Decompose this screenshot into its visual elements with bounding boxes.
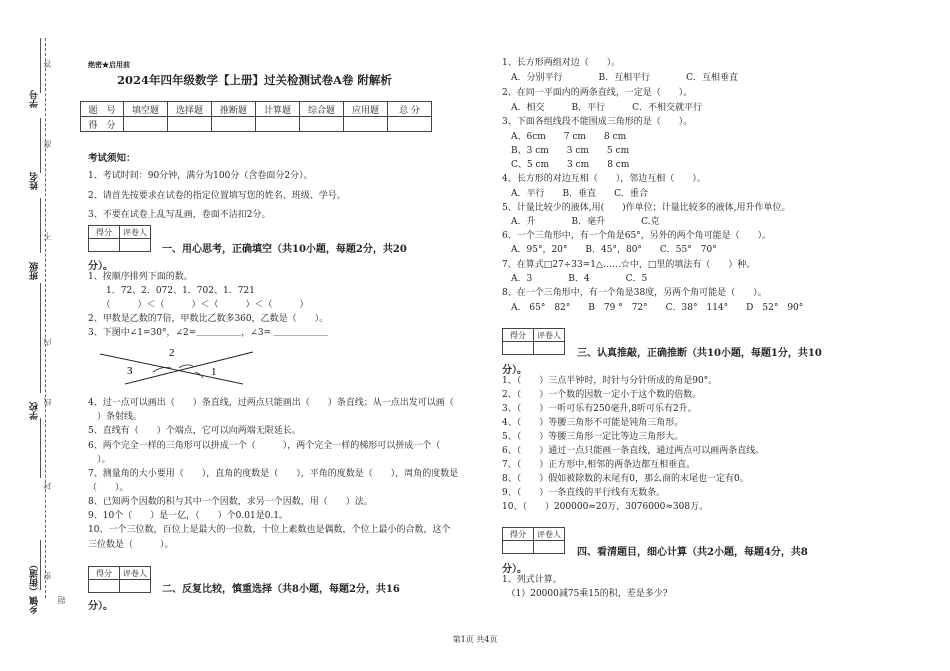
binding-dashed-line	[45, 38, 46, 598]
grade-box-cell[interactable]	[534, 541, 565, 554]
section2-title-cont: 分）。	[88, 601, 113, 612]
grade-box-score-label: 得分	[503, 528, 534, 541]
option-line: A．相交 B．平行 C．不相交就平行	[502, 103, 703, 113]
score-cell[interactable]	[388, 117, 432, 132]
question-line: ）条射线。	[88, 412, 143, 422]
question-line: （1）20000减75乘15的积，差是多少?	[502, 589, 668, 599]
question-line: 三位数是（ ）。	[88, 540, 174, 550]
score-header-cell: 计算题	[256, 102, 300, 117]
judge-line: 10、（ ）200000≈20万，3076000≈308万。	[502, 502, 709, 512]
grade-box-grader-label: 评卷人	[534, 329, 565, 342]
judge-line: 3、（ ）一听可乐有250毫升,8听可乐有2升。	[502, 404, 697, 414]
grade-box-cell[interactable]	[120, 580, 151, 593]
binding-line	[40, 38, 41, 93]
option-line: C、5 cm 3 cm 8 cm	[502, 160, 630, 170]
notice-item: 2、请首先按要求在试卷的指定位置填写您的姓名、班级、学号。	[88, 191, 346, 201]
question-line: 9、10个（ ）是一亿，（ ）个0.01是0.1。	[88, 511, 289, 521]
section1-title-cont: 分）。	[88, 261, 113, 272]
grade-box-cell[interactable]	[503, 342, 534, 355]
grade-box-grader-label: 评卷人	[120, 226, 151, 239]
score-cell[interactable]	[168, 117, 212, 132]
binding-mark: 密	[43, 572, 52, 580]
binding-mark: 内	[43, 338, 52, 346]
score-cell[interactable]	[124, 117, 168, 132]
score-header-cell: 题 号	[81, 102, 124, 117]
binding-mark: 答	[43, 60, 52, 68]
section3-title: 三、认真推敲，正确推断（共10小题，每题1分，共10	[577, 348, 822, 359]
binding-field-school: 学校	[30, 402, 40, 420]
grade-box-score-label: 得分	[89, 226, 120, 239]
section4-title-cont: 分）。	[502, 564, 527, 575]
question-line: 4、过一点可以画出（ ）条直线，过两点只能画出（ ）条直线；从一点出发可以画（	[88, 398, 454, 408]
binding-line	[40, 118, 41, 173]
question-line: 1．72、2．072、1．702、1．721	[88, 286, 255, 296]
grade-box-score-label: 得分	[89, 567, 120, 580]
binding-line	[40, 198, 41, 253]
judge-line: 8、（ ）假如被除数的末尾有0，那么商的末尾也一定有0。	[502, 474, 749, 484]
score-header-cell: 总 分	[388, 102, 432, 117]
binding-line	[40, 418, 41, 478]
option-line: A、6cm 7 cm 8 cm	[502, 132, 627, 142]
grade-box-grader-label: 评卷人	[534, 528, 565, 541]
option-line: A． 65° 82° B 79 ° 72° C．38° 114° D 52° 90°	[502, 303, 804, 313]
score-table	[80, 101, 432, 132]
angle-label-3: 3	[127, 365, 133, 377]
option-line: A．升 B．毫升 C.克	[502, 217, 660, 227]
option-line: A．95°，20° B．45°，80° C．55° 70°	[502, 245, 717, 255]
score-cell[interactable]	[256, 117, 300, 132]
judge-line: 2、（ ）一个数的因数一定小于这个数的倍数。	[502, 390, 702, 400]
grade-box-score-label: 得分	[503, 329, 534, 342]
diagram-line	[125, 352, 253, 384]
score-header-cell: 填空题	[124, 102, 168, 117]
question-line: 5、计量比较少的液体,用( )作单位；计量比较多的液体,用升作单位。	[502, 203, 791, 213]
question-line: 3、下图中∠1=30°，∠2=＿＿＿＿＿，∠3= ＿＿＿＿＿＿	[88, 328, 328, 338]
judge-line: 1、（ ）三点半钟时，时针与分针所成的角是90°。	[502, 376, 718, 386]
binding-field-student-id: 学号	[30, 90, 40, 108]
binding-field-township: 乡镇（街道）	[30, 560, 40, 614]
option-line: A．3 B．4 C．5	[502, 274, 648, 284]
score-cell[interactable]	[344, 117, 388, 132]
question-line: 8、在一个三角形中，有一个角是38度，另两个角可能是（ ）。	[502, 288, 767, 298]
secret-label: 绝密★启用前	[88, 60, 130, 69]
option-line: B、3 cm 3 cm 5 cm	[502, 146, 630, 156]
question-line: 8、已知两个因数的积与其中一个因数，求另一个因数，用（ ）法。	[88, 497, 373, 507]
grade-box	[88, 225, 151, 252]
notice-item: 3、不要在试卷上乱写乱画，卷面不洁扣2分。	[88, 210, 271, 220]
judge-line: 6、（ ）通过一点只能画一条直线，通过两点可以画两条直线。	[502, 446, 765, 456]
score-header-cell: 综合题	[300, 102, 344, 117]
judge-line: 5、（ ）等腰三角形一定比等边三角形大。	[502, 432, 684, 442]
question-line: 6、两个完全一样的三角形可以拼成一个（ ），两个完全一样的梯形可以拼成一个（	[88, 441, 441, 451]
section4-title: 四、看清题目，细心计算（共2小题，每题4分，共8	[577, 547, 808, 558]
score-header-cell: 应用题	[344, 102, 388, 117]
grade-box-grader-label: 评卷人	[120, 567, 151, 580]
judge-line: 9、（ ）一条直线的平行线有无数条。	[502, 488, 666, 498]
score-row-label: 得 分	[81, 117, 124, 132]
grade-box	[502, 328, 565, 355]
binding-field-class: 班级	[30, 262, 40, 280]
judge-line: 4、（ ）等腰三角形不可能是钝角三角形。	[502, 418, 684, 428]
question-line: （ ）＜（ ）＜（ ）＜（ ）	[88, 300, 309, 310]
question-line: 3、下面各组线段不能围成三角形的是（ ）。	[502, 117, 693, 127]
binding-mark: 题	[57, 596, 66, 604]
angle-diagram	[95, 342, 255, 387]
grade-box	[502, 527, 565, 554]
question-line: 2、甲数是乙数的7倍，甲数比乙数多360，乙数是（ ）。	[88, 314, 329, 324]
question-line: 7、测量角的大小要用（ ），直角的度数是（ ），平角的度数是（ ），周角的度数是	[88, 469, 459, 479]
question-line: ）。	[88, 455, 111, 465]
section2-title: 二、反复比较，慎重选择（共8小题，每题2分，共16	[162, 584, 400, 595]
binding-mark: 不	[43, 232, 52, 240]
question-line: 6、一个三角形中，有一个角是65°，另外的两个角可能是（ ）。	[502, 231, 772, 241]
question-line: 1、长方形两组对边（ ）。	[502, 58, 621, 68]
section1-title: 一、用心思考，正确填空（共10小题，每题2分，共20	[162, 244, 407, 255]
question-line: 10、一个三位数，百位上是最大的一位数，十位上素数也是偶数，个位上最小的合数，这个	[88, 525, 451, 535]
question-line: 1、按顺序排列下面的数。	[88, 272, 193, 282]
binding-mark: 封	[43, 482, 52, 490]
score-header-cell: 推断题	[212, 102, 256, 117]
angle-label-1: 1	[211, 366, 217, 378]
grade-box-cell[interactable]	[89, 580, 120, 593]
notice-item: 1、考试时间：90分钟，满分为100分（含卷面分2分）。	[88, 171, 313, 181]
option-line: A．分别平行 B．互相平行 C．互相垂直	[502, 73, 739, 83]
question-line: 1、列式计算。	[502, 575, 562, 585]
score-header-cell: 选择题	[168, 102, 212, 117]
grade-box-cell[interactable]	[534, 342, 565, 355]
page-footer: 第1页 共4页	[452, 635, 498, 644]
binding-line	[40, 283, 41, 393]
grade-box-cell[interactable]	[503, 541, 534, 554]
grade-box-cell[interactable]	[89, 239, 120, 252]
page-title: 2024年四年级数学【上册】过关检测试卷A卷 附解析	[117, 73, 392, 87]
score-cell[interactable]	[212, 117, 256, 132]
question-line: 4、长方形的对边互相（ ），邻边互相（ ）。	[502, 174, 706, 184]
judge-line: 7、（ ）正方形中,相邻的两条边都互相垂直。	[502, 460, 696, 470]
grade-box	[88, 566, 151, 593]
binding-field-name: 姓名	[30, 172, 40, 190]
binding-mark: 准	[43, 140, 52, 148]
binding-mark: 线	[43, 398, 52, 406]
notice-title: 考试须知：	[88, 153, 136, 164]
grade-box-cell[interactable]	[120, 239, 151, 252]
angle-label-2: 2	[169, 347, 175, 359]
option-line: A．平行 B．垂直 C．重合	[502, 189, 649, 199]
question-line: 5、直线有（ ）个端点，它可以向两端无限延长。	[88, 426, 301, 436]
question-line: 7、在算式□27÷33=1△……☆中，□里的填法有（ ）种。	[502, 260, 756, 270]
question-line: 2、在同一平面内的两条直线，一定是（ ）。	[502, 88, 693, 98]
section3-title-cont: 分）。	[502, 365, 527, 376]
score-cell[interactable]	[300, 117, 344, 132]
question-line: （ ）。	[88, 483, 129, 493]
